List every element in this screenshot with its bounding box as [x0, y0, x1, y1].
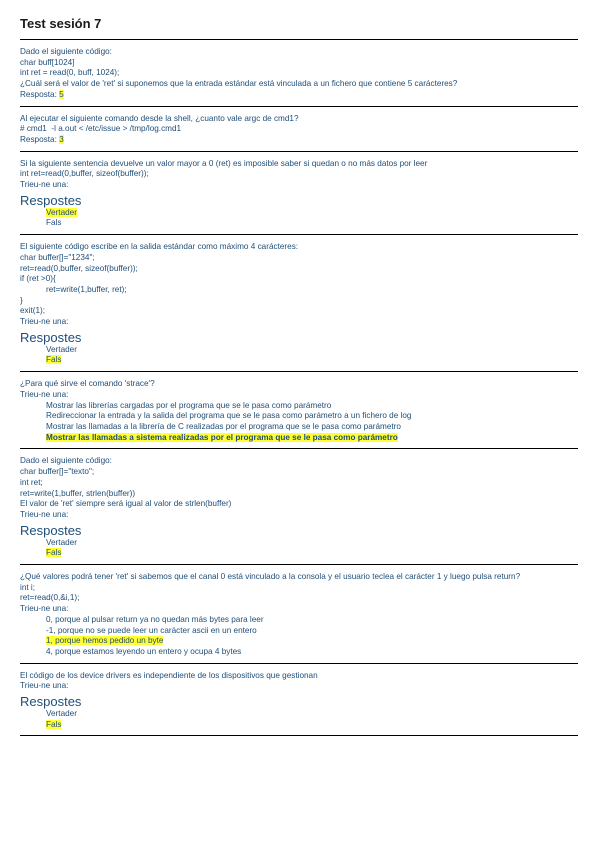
question-text: Al ejecutar el siguiente comando desde la shell, ¿cuanto vale argc de cmd1? — [20, 113, 299, 123]
code-line: char buffer[]="1234"; — [20, 252, 95, 262]
option-true: Vertader — [46, 207, 77, 217]
answers-heading: Respostes — [20, 329, 82, 345]
option-false: Fals — [46, 719, 62, 729]
option-1: Mostrar las librerías cargadas por el programa que se le pasa como parámetro — [46, 400, 332, 410]
code-line: } — [20, 295, 23, 305]
question-3 — [20, 152, 578, 236]
instruction-text: Trieu-ne una: — [20, 509, 69, 519]
code-line: int i; — [20, 582, 36, 592]
answer-label: Resposta: — [20, 134, 60, 144]
option-3: Mostrar las llamadas a la librería de C realizadas por el programa que se le pasa como parámetro — [46, 421, 401, 431]
instruction-text: Trieu-ne una: — [20, 681, 69, 691]
instruction-text: Trieu-ne una: — [20, 317, 69, 327]
option-false: Fals — [46, 355, 62, 365]
instruction-text: Trieu-ne una: — [20, 604, 69, 614]
option-true: Vertader — [46, 344, 77, 354]
question-2 — [20, 107, 578, 152]
question-text: Dado el siguiente código: — [20, 456, 112, 466]
instruction-text: Trieu-ne una: — [20, 180, 69, 190]
code-line: ret=read(0,&i,1); — [20, 593, 80, 603]
question-text: El siguiente código escribe en la salida estándar como máximo 4 carácteres: — [20, 242, 299, 252]
option-true: Vertader — [46, 537, 77, 547]
question-8 — [20, 664, 578, 737]
code-line: ret=read(0,buffer, sizeof(buffer)); — [20, 263, 138, 273]
option-false: Fals — [46, 218, 62, 228]
code-line: # cmd1 -l a.out < /etc/issue > /tmp/log.cmd1 — [20, 124, 182, 134]
question-text: ¿Cuál será el valor de 'ret' si suponemos que la entrada estándar está vinculada a un fichero que contiene 5 carácteres? — [20, 79, 458, 89]
answer-line — [20, 135, 578, 146]
answer-label: Resposta: — [20, 89, 60, 99]
answers-heading: Respostes — [20, 192, 82, 208]
answers-heading: Respostes — [20, 694, 82, 710]
question-text: ¿Qué valores podrá tener 'ret' si sabemos que el canal 0 está vinculado a la consola y el usuario teclea el carácter 1 y luego pulsa return? — [20, 572, 521, 582]
question-text: Si la siguiente sentencia devuelve un valor mayor a 0 (ret) es imposible saber si quedan o no más datos por leer — [20, 158, 428, 168]
option-3: 1, porque hemos pedido un byte — [46, 636, 164, 646]
option-false: Fals — [46, 548, 62, 558]
question-text: El valor de 'ret' siempre será igual al valor de strlen(buffer) — [20, 499, 232, 509]
option-1: 0, porque al pulsar return ya no quedan más bytes para leer — [46, 614, 264, 624]
question-text: El código de los device drivers es independiente de los dispositivos que gestionan — [20, 670, 318, 680]
page-title: Test sesión 7 — [20, 14, 578, 40]
answer-value: 5 — [59, 89, 64, 99]
code-line: char buffer[]="texto"; — [20, 467, 95, 477]
option-2: -1, porque no se puede leer un carácter ascii en un entero — [46, 625, 257, 635]
code-line: ret=write(1,buffer, strlen(buffer)) — [20, 488, 136, 498]
option-2: Redireccionar la entrada y la salida del programa que se le pasa como parámetro a un fichero de log — [46, 411, 412, 421]
answer-line — [20, 90, 578, 101]
instruction-text: Trieu-ne una: — [20, 389, 69, 399]
question-text: ¿Para qué sirve el comando 'strace'? — [20, 379, 155, 389]
code-line: if (ret >0){ — [20, 274, 56, 284]
question-5 — [20, 372, 578, 449]
answer-value: 3 — [59, 134, 64, 144]
option-4: 4, porque estamos leyendo un entero y ocupa 4 bytes — [46, 646, 242, 656]
code-line: int ret; — [20, 477, 43, 487]
question-6 — [20, 449, 578, 565]
code-line: int ret=read(0,buffer, sizeof(buffer)); — [20, 169, 149, 179]
option-4: Mostrar las llamadas a sistema realizadas por el programa que se le pasa como parámetro — [46, 432, 398, 442]
answers-heading: Respostes — [20, 522, 82, 538]
question-text: Dado el siguiente código: — [20, 47, 112, 56]
question-1 — [20, 40, 578, 107]
option-true: Vertader — [46, 709, 77, 719]
question-7 — [20, 565, 578, 664]
code-line: int ret = read(0, buff, 1024); — [20, 68, 120, 78]
code-line: exit(1); — [20, 306, 46, 316]
document — [20, 14, 578, 736]
code-line: ret=write(1,buffer, ret); — [46, 284, 127, 294]
question-4 — [20, 235, 578, 372]
code-line: char buff[1024] — [20, 57, 75, 67]
